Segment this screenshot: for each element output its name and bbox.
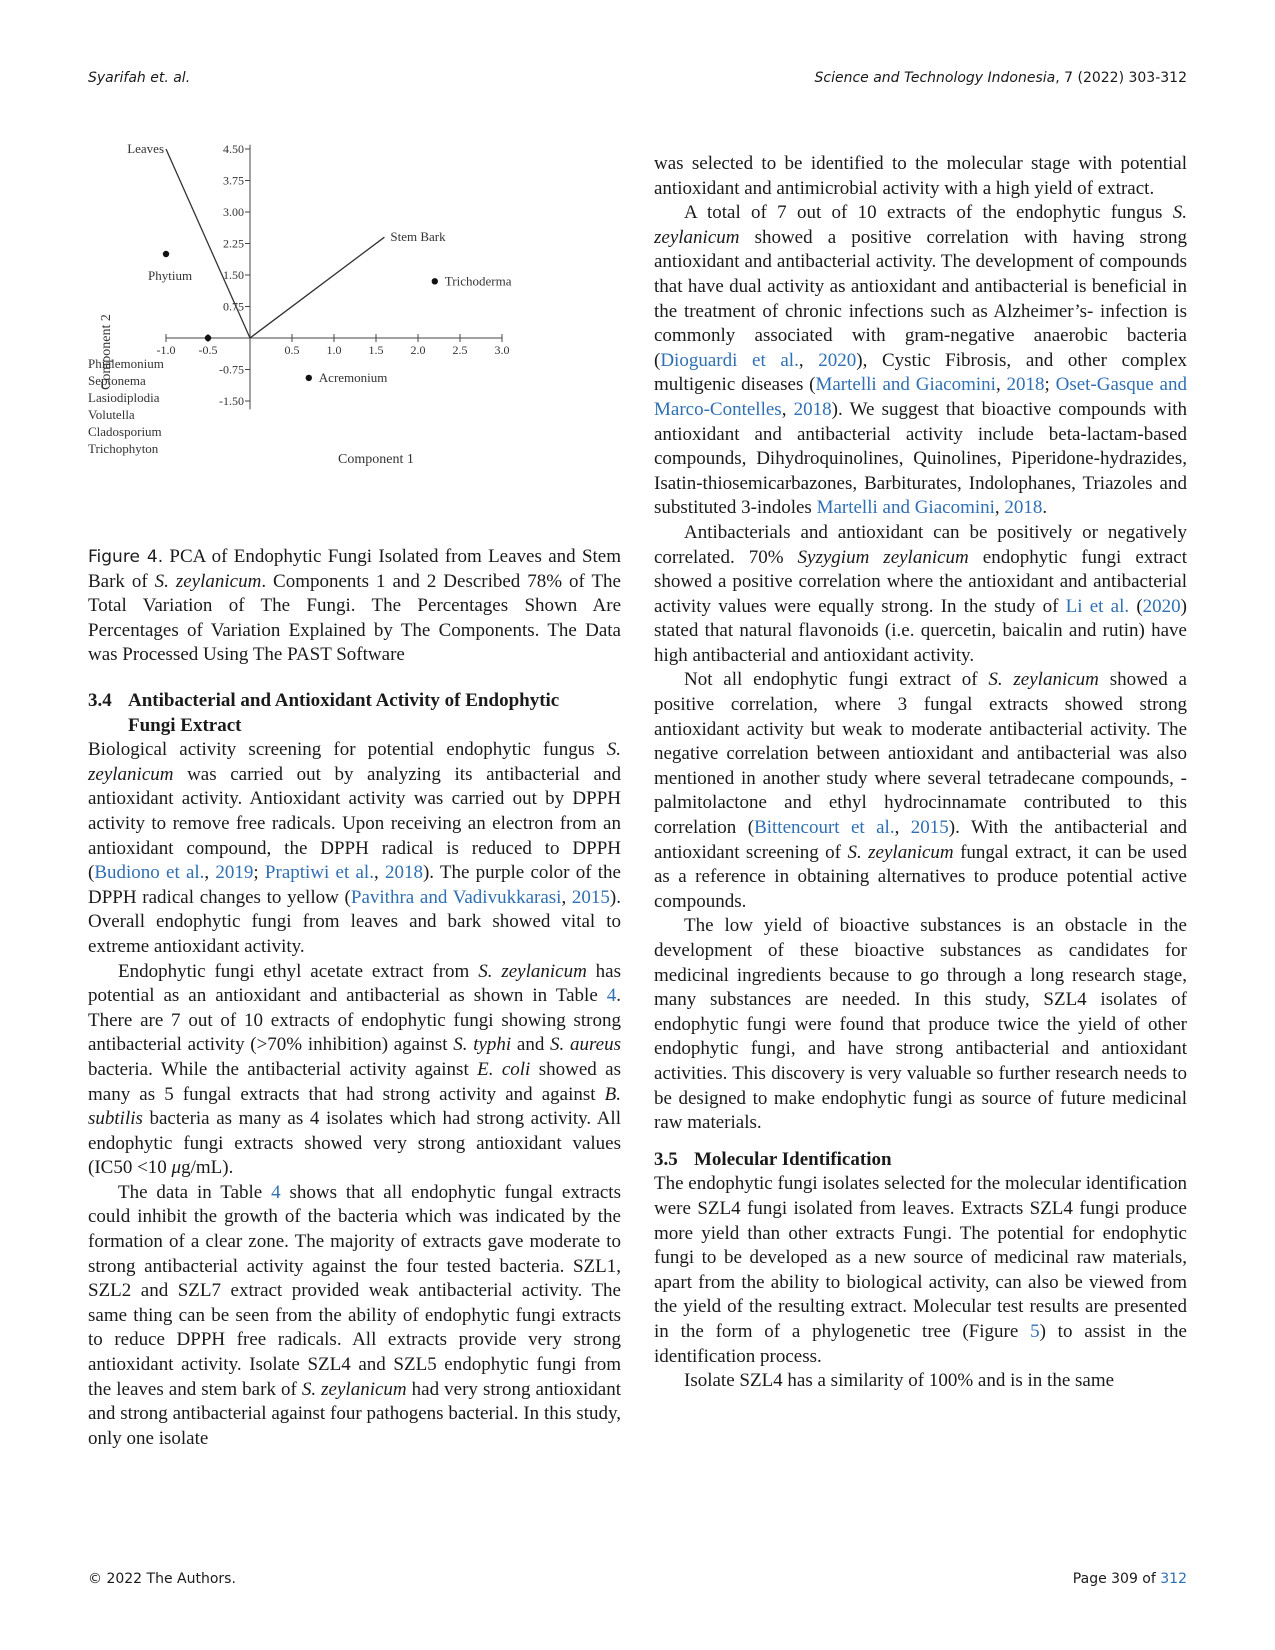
- paragraph: Biological activity screening for potential endophytic fungus S. zeylanicum was carried out by analyzing its antibacterial and antioxidant activity. Antioxidant activity was carried out by DPPH activity to remove free radicals. Upon receiving an electron from an antioxidant compound, the DPPH radical is reduced to DPPH (Budiono et al., 2019; Praptiwi et al., 2018). The purple color of the DPPH radical changes to yellow (Pavithra and Vadivukkarasi, 2015). Overall endophytic fungi from leaves and bark showed vital to extreme antioxidant activity.: [88, 739, 621, 957]
- left-column-text: [88, 689, 621, 1451]
- x-tick-label: -0.5: [198, 343, 218, 357]
- x-tick-label: 1.0: [326, 343, 342, 357]
- section-3-4-title-1: Antibacterial and Antioxidant Activity of Endophytic: [128, 690, 560, 711]
- data-point: [163, 251, 169, 257]
- y-tick-label: 0.75: [223, 299, 244, 314]
- x-tick-label: 2.0: [410, 343, 426, 357]
- footer-copyright: © 2022 The Authors.: [88, 1571, 236, 1587]
- figure-4-caption: [88, 545, 621, 668]
- section-3-4-number: 3.4: [88, 690, 112, 711]
- figure-label: Figure 4.: [88, 547, 164, 567]
- point-label: Acremonium: [318, 369, 388, 385]
- page-total: 312: [1160, 1571, 1187, 1587]
- stacked-label: Volutella: [88, 407, 135, 422]
- right-column-text: [654, 152, 1187, 1394]
- x-tick-label: 1.5: [368, 343, 384, 357]
- x-tick-label: 3.0: [494, 343, 510, 357]
- y-tick-label: -0.75: [219, 362, 244, 377]
- loading-label: Leaves: [127, 141, 164, 156]
- caption-text-1: PCA of Endophytic Fungi Isolated from Leaves and Stem Bark of: [88, 546, 622, 592]
- loading-vector: [250, 237, 384, 338]
- x-tick-label: 2.5: [452, 343, 468, 357]
- y-tick-label: 3.75: [223, 173, 244, 188]
- y-tick-label: 4.50: [223, 142, 244, 156]
- pca-ylabel: Component 2: [99, 314, 114, 390]
- section-3-4-heading: [88, 689, 621, 738]
- paragraph: The low yield of bioactive substances is an obstacle in the development of these bioactive substances as candidates for medicinal ingredients because to go through a long research stage, many substances are needed. In this study, SZL4 isolates of endophytic fungi were found that produce twice the yield of other endophytic fungi, and have strong antibacterial and antioxidant activities. This discovery is very valuable so further research needs to be designed to make endophytic fungi as source of future medicinal raw materials.: [654, 915, 1187, 1134]
- journal-name: Science and Technology Indonesia: [814, 70, 1056, 86]
- section-3-4-title-2: Fungi Extract: [128, 714, 242, 736]
- y-tick-label: 1.50: [223, 268, 244, 282]
- point-label: Phytium: [148, 268, 193, 283]
- page-prefix: Page 309 of: [1072, 1571, 1161, 1587]
- pca-xlabel: Component 1: [338, 452, 414, 467]
- y-tick-label: 2.25: [223, 236, 244, 251]
- running-header-journal: [815, 70, 1188, 86]
- stacked-label: Lasiodiplodia: [88, 390, 160, 405]
- data-point: [205, 335, 211, 341]
- point-label: Trichoderma: [444, 273, 512, 289]
- y-tick-label: -1.50: [219, 394, 244, 408]
- section-3-5-title: Molecular Identification: [694, 1148, 892, 1170]
- y-tick-label: 3.00: [223, 205, 244, 219]
- paragraph: was selected to be identified to the molecular stage with potential antioxidant and antimicrobial activity with a high yield of extract.: [654, 153, 1187, 199]
- running-header-authors: Syarifah et. al.: [88, 70, 191, 86]
- section-3-5-number: 3.5: [654, 1148, 678, 1170]
- paragraph: The data in Table 4 shows that all endophytic fungal extracts could inhibit the growth of the bacteria which was indicated by the formation of a clear zone. The majority of extracts gave moderate to strong antibacterial activity against the four tested bacteria. SZL1, SZL2 and SZL7 extract provided weak antibacterial activity. The same thing can be seen from the ability of endophytic fungi extracts to reduce DPPH free radicals. All extracts provide very strong antioxidant activity. Isolate SZL4 and SZL5 endophytic fungi from the leaves and stem bark of S. zeylanicum had very strong antioxidant and strong antibacterial against four pathogens bacterial. In this study, only one isolate: [88, 1181, 621, 1449]
- x-tick-label: 0.5: [284, 343, 300, 357]
- paragraph: The endophytic fungi isolates selected for the molecular identification were SZL4 fungi isolated from leaves. Extracts SZL4 fungi produce more yield than other extracts Fungi. The potential for endophytic fungi to be developed as a new source of medicinal raw materials, apart from the ability to biological activity, can also be viewed from the yield of the resulting extract. Molecular test results are presented in the form of a phylogenetic tree (Figure 5) to assist in the identification process.: [654, 1173, 1187, 1367]
- loading-label: Stem Bark: [390, 229, 446, 245]
- stacked-label: Cladosporium: [88, 424, 162, 439]
- figure-4-pca-plot: [88, 141, 568, 500]
- footer-page-number: [1073, 1571, 1187, 1587]
- paragraph: Not all endophytic fungi extract of S. zeylanicum showed a positive correlation, where 3 fungal extracts showed strong antioxidant activity but weak to moderate antibacterial activity. The negative correlation between antioxidant and antibacterial was also mentioned in another study where several tetradecane compounds, -palmitolactone and ethyl hydrocinnamate contributed to this correlation (Bittencourt et al., 2015). With the antibacterial and antioxidant screening of S. zeylanicum fungal extract, it can be used as a reference in obtaining alternatives to produce potential active compounds.: [654, 669, 1188, 912]
- data-point: [306, 375, 312, 381]
- paragraph: Isolate SZL4 has a similarity of 100% and is in the same: [684, 1370, 1115, 1392]
- stacked-label: Septonema: [88, 373, 146, 388]
- pca-chart: [88, 141, 568, 500]
- stacked-label: Phialemonium: [88, 356, 164, 371]
- data-point: [432, 278, 438, 284]
- journal-volume: , 7 (2022) 303-312: [1055, 70, 1187, 86]
- section-3-5-heading: [654, 1148, 1187, 1173]
- x-tick-label: -1.0: [156, 343, 176, 357]
- paragraph: Antibacterials and antioxidant can be positively or negatively correlated. 70% Syzygium zeylanicum endophytic fungi extract showed a positive correlation where the antioxidant and antibacterial activity values were equally strong. In the study of Li et al. (2020) stated that natural flavonoids (i.e. quercetin, baicalin and rutin) have high antibacterial and antioxidant activity.: [654, 521, 1188, 666]
- stacked-label: Trichophyton: [88, 441, 159, 456]
- caption-species: S. zeylanicum: [154, 570, 262, 592]
- paragraph: Endophytic fungi ethyl acetate extract from S. zeylanicum has potential as an antioxidant and antibacterial as shown in Table 4. There are 7 out of 10 extracts of endophytic fungi showing strong antibacterial activity (>70% inhibition) against S. typhi and S. aureus bacteria. While the antibacterial activity against E. coli showed as many as 5 fungal extracts that had strong activity and against B. subtilis bacteria as many as 4 isolates which had strong activity. All endophytic fungi extracts showed very strong antioxidant values (IC50 <10 μg/mL).: [88, 960, 621, 1179]
- caption-text-2: . Components 1 and 2 Described 78% of The Total Variation of The Fungi. The Percentages Shown Are Percentages of Variation Explained by The Components. The Data was Processed Using The PAST Software: [88, 570, 621, 666]
- paragraph: A total of 7 out of 10 extracts of the endophytic fungus S. zeylanicum showed a positive correlation with having strong antioxidant and antibacterial activity. The development of compounds that have dual activity as antioxidant and antibacterial is beneficial in the treatment of chronic infections such as Alzheimer’s- infection is commonly associated with gram-negative anaerobic bacteria (Dioguardi et al., 2020), Cystic Fibrosis, and other complex multigenic diseases (Martelli and Giacomini, 2018; Oset-Gasque and Marco-Contelles, 2018). We suggest that bioactive compounds with antioxidant and antibacterial activity include beta-lactam-based compounds, Dihydroquinolines, Quinolines, Piperidone-hydrazides, Isatin-thiosemicarbazones, Barbiturates, Indolophanes, Triazoles and substituted 3-indoles Martelli and Giacomini, 2018.: [654, 202, 1188, 519]
